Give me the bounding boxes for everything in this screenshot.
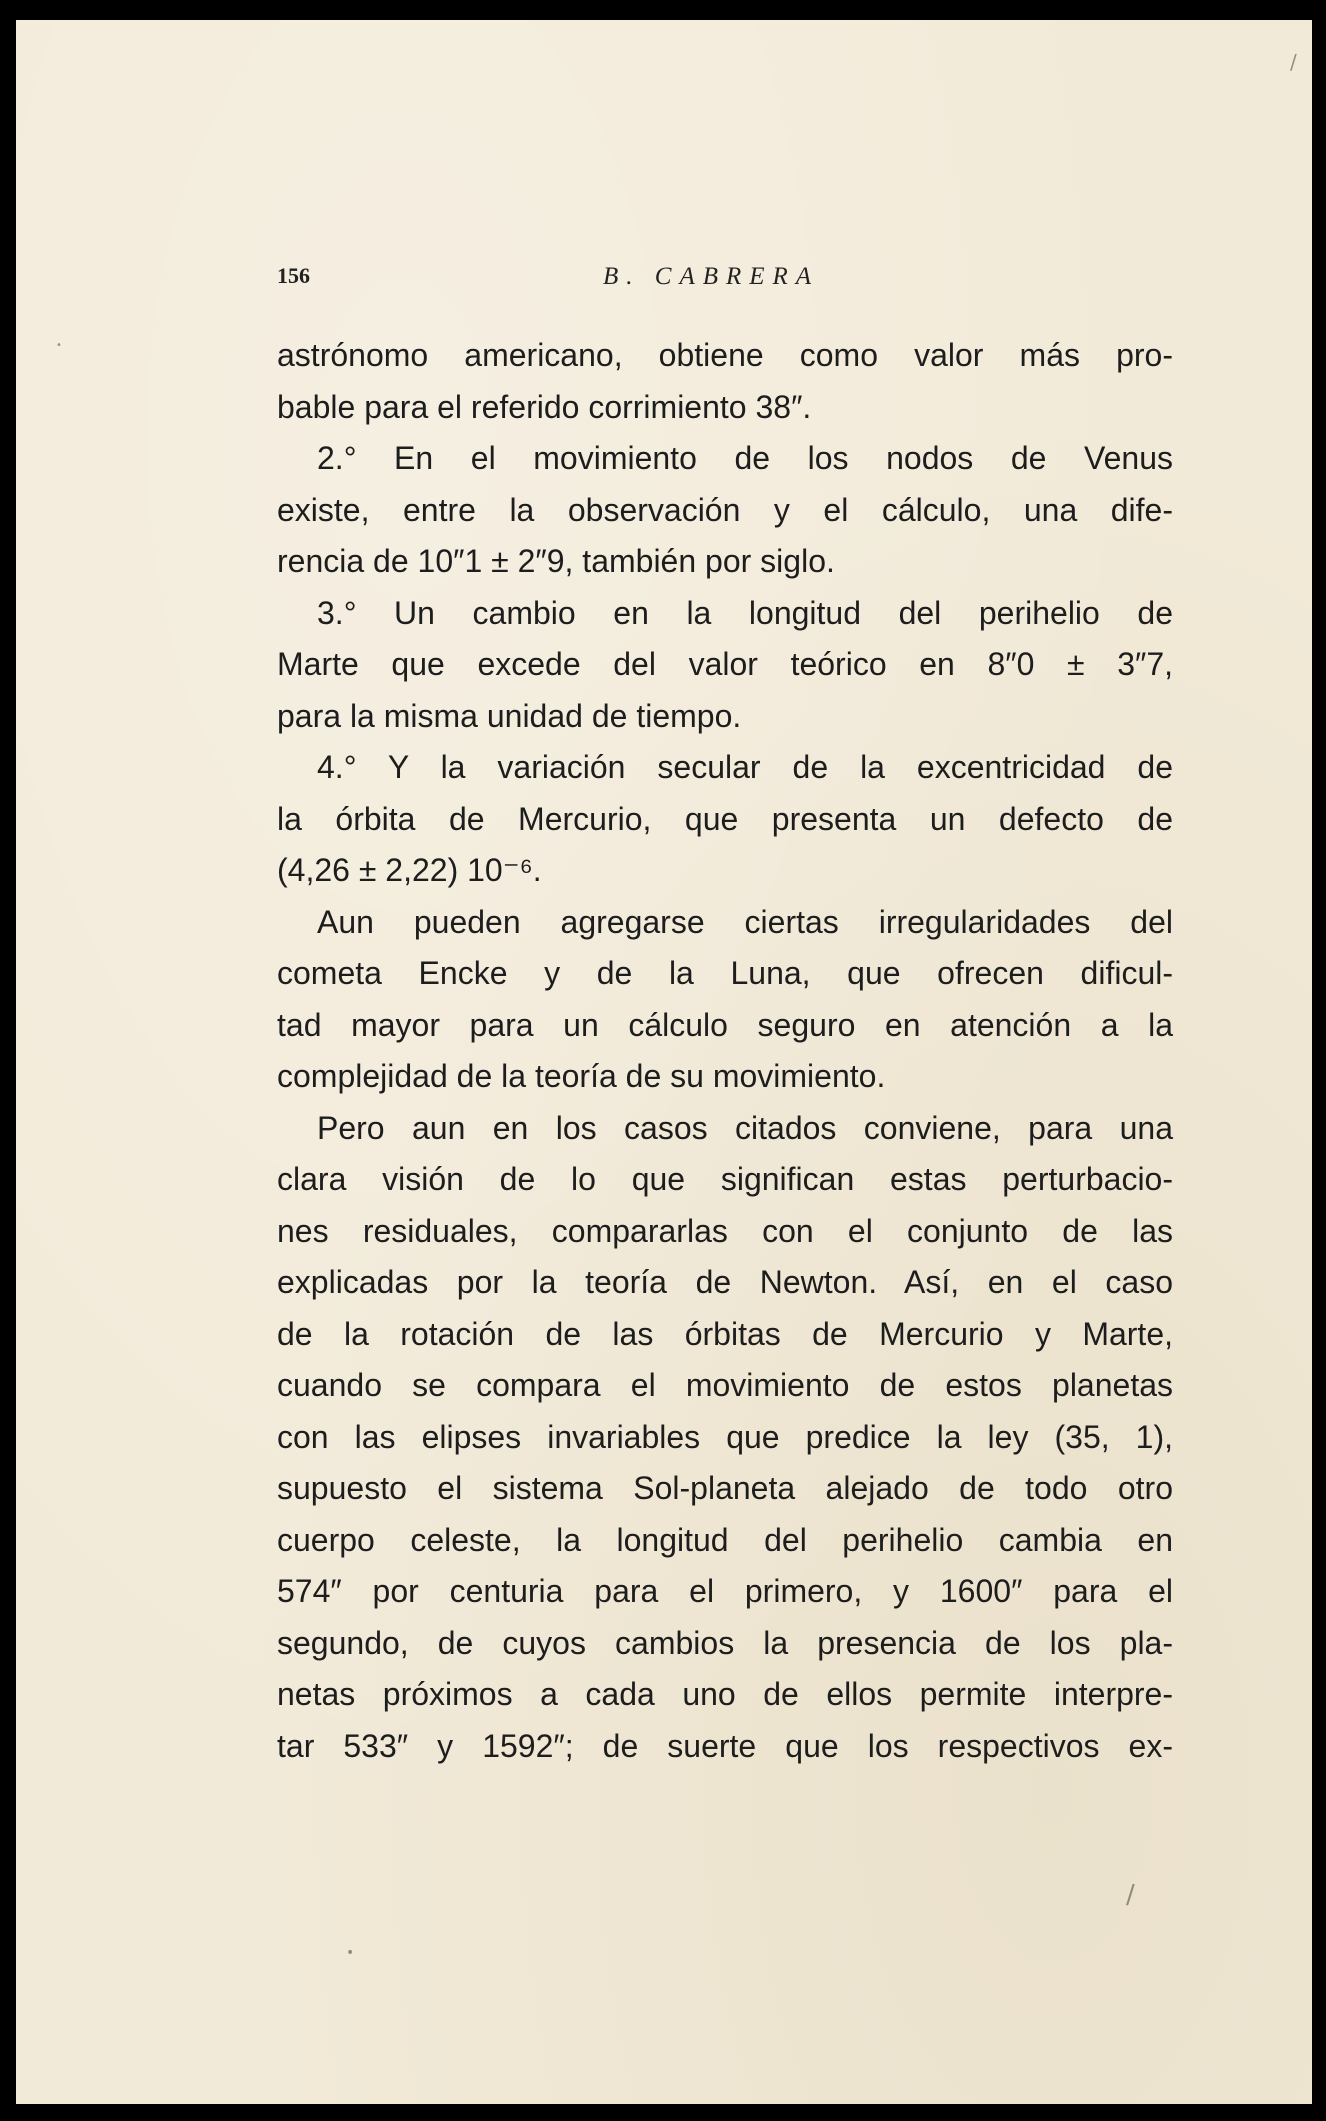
text-line: explicadas por la teoría de Newton. Así, en el caso bbox=[277, 1264, 1173, 1300]
text-line: tad mayor para un cálculo seguro en atención a la bbox=[277, 1006, 1173, 1043]
running-head: B. CABRERA bbox=[603, 263, 820, 290]
ink-speck: • bbox=[56, 340, 62, 351]
text-line: existe, entre la observación y el cálculo, una dife- bbox=[277, 491, 1173, 528]
text-line: 574″ por centuria para el primero, y 1600″ para el bbox=[277, 1573, 1173, 1609]
text-line: (4,26 ± 2,22) 10⁻⁶. bbox=[277, 852, 542, 888]
text-line: complejidad de la teoría de su movimiento. bbox=[277, 1058, 886, 1094]
text-line: para la misma unidad de tiempo. bbox=[277, 697, 742, 734]
text-line: tar 533″ y 1592″; de suerte que los respectivos ex- bbox=[277, 1727, 1173, 1764]
page-number: 156 bbox=[277, 263, 310, 288]
page-header bbox=[265, 263, 1165, 303]
text-line: clara visión de lo que significan estas perturbacio- bbox=[277, 1161, 1173, 1197]
body-text bbox=[277, 330, 1173, 1772]
text-line: netas próximos a cada uno de ellos permite interpre- bbox=[277, 1676, 1173, 1712]
text-line: bable para el referido corrimiento 38″. bbox=[277, 388, 812, 425]
text-line: Pero aun en los casos citados conviene, para una bbox=[317, 1109, 1173, 1146]
text-line: rencia de 10″1 ± 2″9, también por siglo. bbox=[277, 543, 835, 579]
text-line: 3.° Un cambio en la longitud del perihelio de bbox=[317, 594, 1173, 631]
text-line: cometa Encke y de la Luna, que ofrecen dificul- bbox=[277, 955, 1173, 991]
text-line: Aun pueden agregarse ciertas irregularidades del bbox=[317, 903, 1173, 940]
book-page bbox=[16, 20, 1312, 2104]
text-line: segundo, de cuyos cambios la presencia de los pla- bbox=[277, 1624, 1173, 1661]
text-line: de la rotación de las órbitas de Mercurio y Marte, bbox=[277, 1315, 1173, 1352]
text-line: la órbita de Mercurio, que presenta un defecto de bbox=[277, 800, 1173, 837]
ink-speck: • bbox=[346, 1945, 355, 1961]
text-line: 2.° En el movimiento de los nodos de Venus bbox=[317, 440, 1173, 476]
text-line: Marte que excede del valor teórico en 8″0 ± 3″7, bbox=[277, 646, 1173, 682]
text-line: cuerpo celeste, la longitud del perihelio cambia en bbox=[277, 1521, 1173, 1558]
text-line: nes residuales, compararlas con el conjunto de las bbox=[277, 1212, 1173, 1249]
text-line: astrónomo americano, obtiene como valor más pro- bbox=[277, 337, 1173, 373]
text-line: con las elipses invariables que predice la ley (35, 1), bbox=[277, 1418, 1173, 1455]
ink-speck: / bbox=[1126, 1880, 1135, 1910]
text-line: cuando se compara el movimiento de estos planetas bbox=[277, 1367, 1173, 1403]
ink-speck: / bbox=[1290, 50, 1297, 74]
text-line: supuesto el sistema Sol-planeta alejado de todo otro bbox=[277, 1470, 1173, 1506]
text-line: 4.° Y la variación secular de la excentricidad de bbox=[317, 749, 1173, 785]
